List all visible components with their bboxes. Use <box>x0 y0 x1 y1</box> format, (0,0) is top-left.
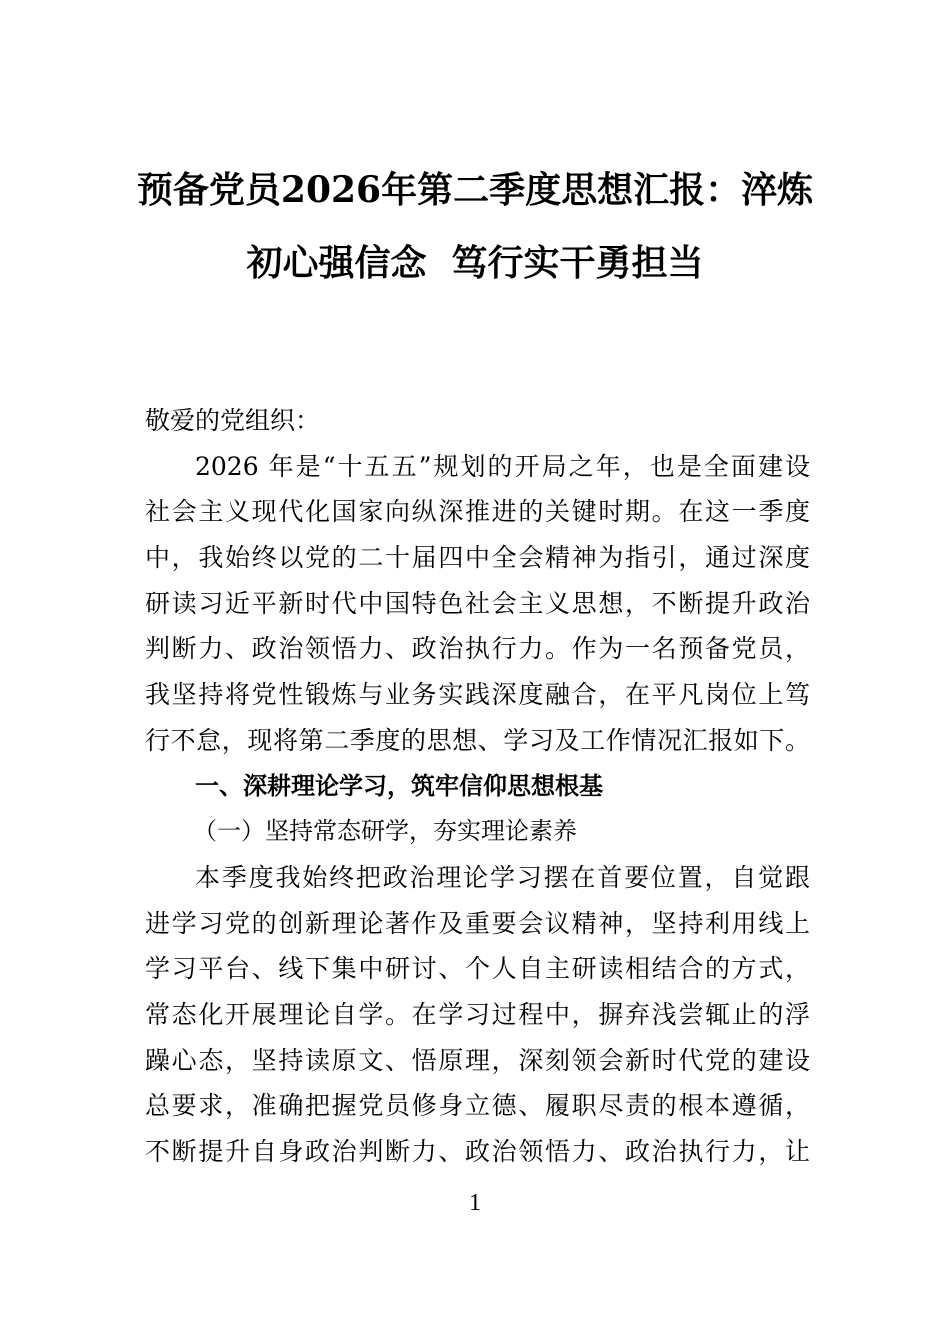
page-number: 1 <box>469 1190 481 1216</box>
intro-line-1: 2026 年是“十五五”规划的开局之年，也是全面建设 <box>195 451 810 481</box>
para2-line-3: 学习平台、线下集中研讨、个人自主研读相结合的方式， <box>145 954 810 984</box>
para2-line-2: 进学习党的创新理论著作及重要会议精神，坚持利用线上 <box>145 908 810 938</box>
para2-line-1: 本季度我始终把政治理论学习摆在首要位置，自觉跟 <box>195 862 810 892</box>
intro-line-2: 社会主义现代化国家向纵深推进的关键时期。在这一季度 <box>145 497 810 527</box>
para2-line-6: 总要求，准确把握党员修身立德、履职尽责的根本遵循， <box>145 1091 810 1121</box>
document-body <box>145 398 810 1175</box>
para2-line-5: 躁心态，坚持读原文、悟原理，深刻领会新时代党的建设 <box>145 1045 810 1075</box>
document-title-line-1: 预备党员2026年第二季度思想汇报：淬炼 <box>136 169 814 211</box>
intro-line-7: 行不怠，现将第二季度的思想、学习及工作情况汇报如下。 <box>145 725 810 755</box>
intro-line-5: 判断力、政治领悟力、政治执行力。作为一名预备党员， <box>145 634 810 664</box>
para2-line-4: 常态化开展理论自学。在学习过程中，摒弃浅尝辄止的浮 <box>145 999 810 1029</box>
document-title-line-2: 初心强信念 笃行实干勇担当 <box>246 242 704 284</box>
section-1-heading: 一、深耕理论学习，筑牢信仰思想根基 <box>195 771 603 800</box>
para2-line-7: 不断提升自身政治判断力、政治领悟力、政治执行力，让 <box>145 1137 810 1166</box>
intro-line-4: 研读习近平新时代中国特色社会主义思想，不断提升政治 <box>145 588 810 618</box>
intro-line-3: 中，我始终以党的二十届四中全会精神为指引，通过深度 <box>145 543 810 573</box>
subsection-1-heading: （一）坚持常态研学，夯实理论素养 <box>193 817 577 846</box>
intro-line-6: 我坚持将党性锻炼与业务实践深度融合，在平凡岗位上笃 <box>145 680 810 710</box>
salutation: 敬爱的党组织： <box>145 406 321 435</box>
